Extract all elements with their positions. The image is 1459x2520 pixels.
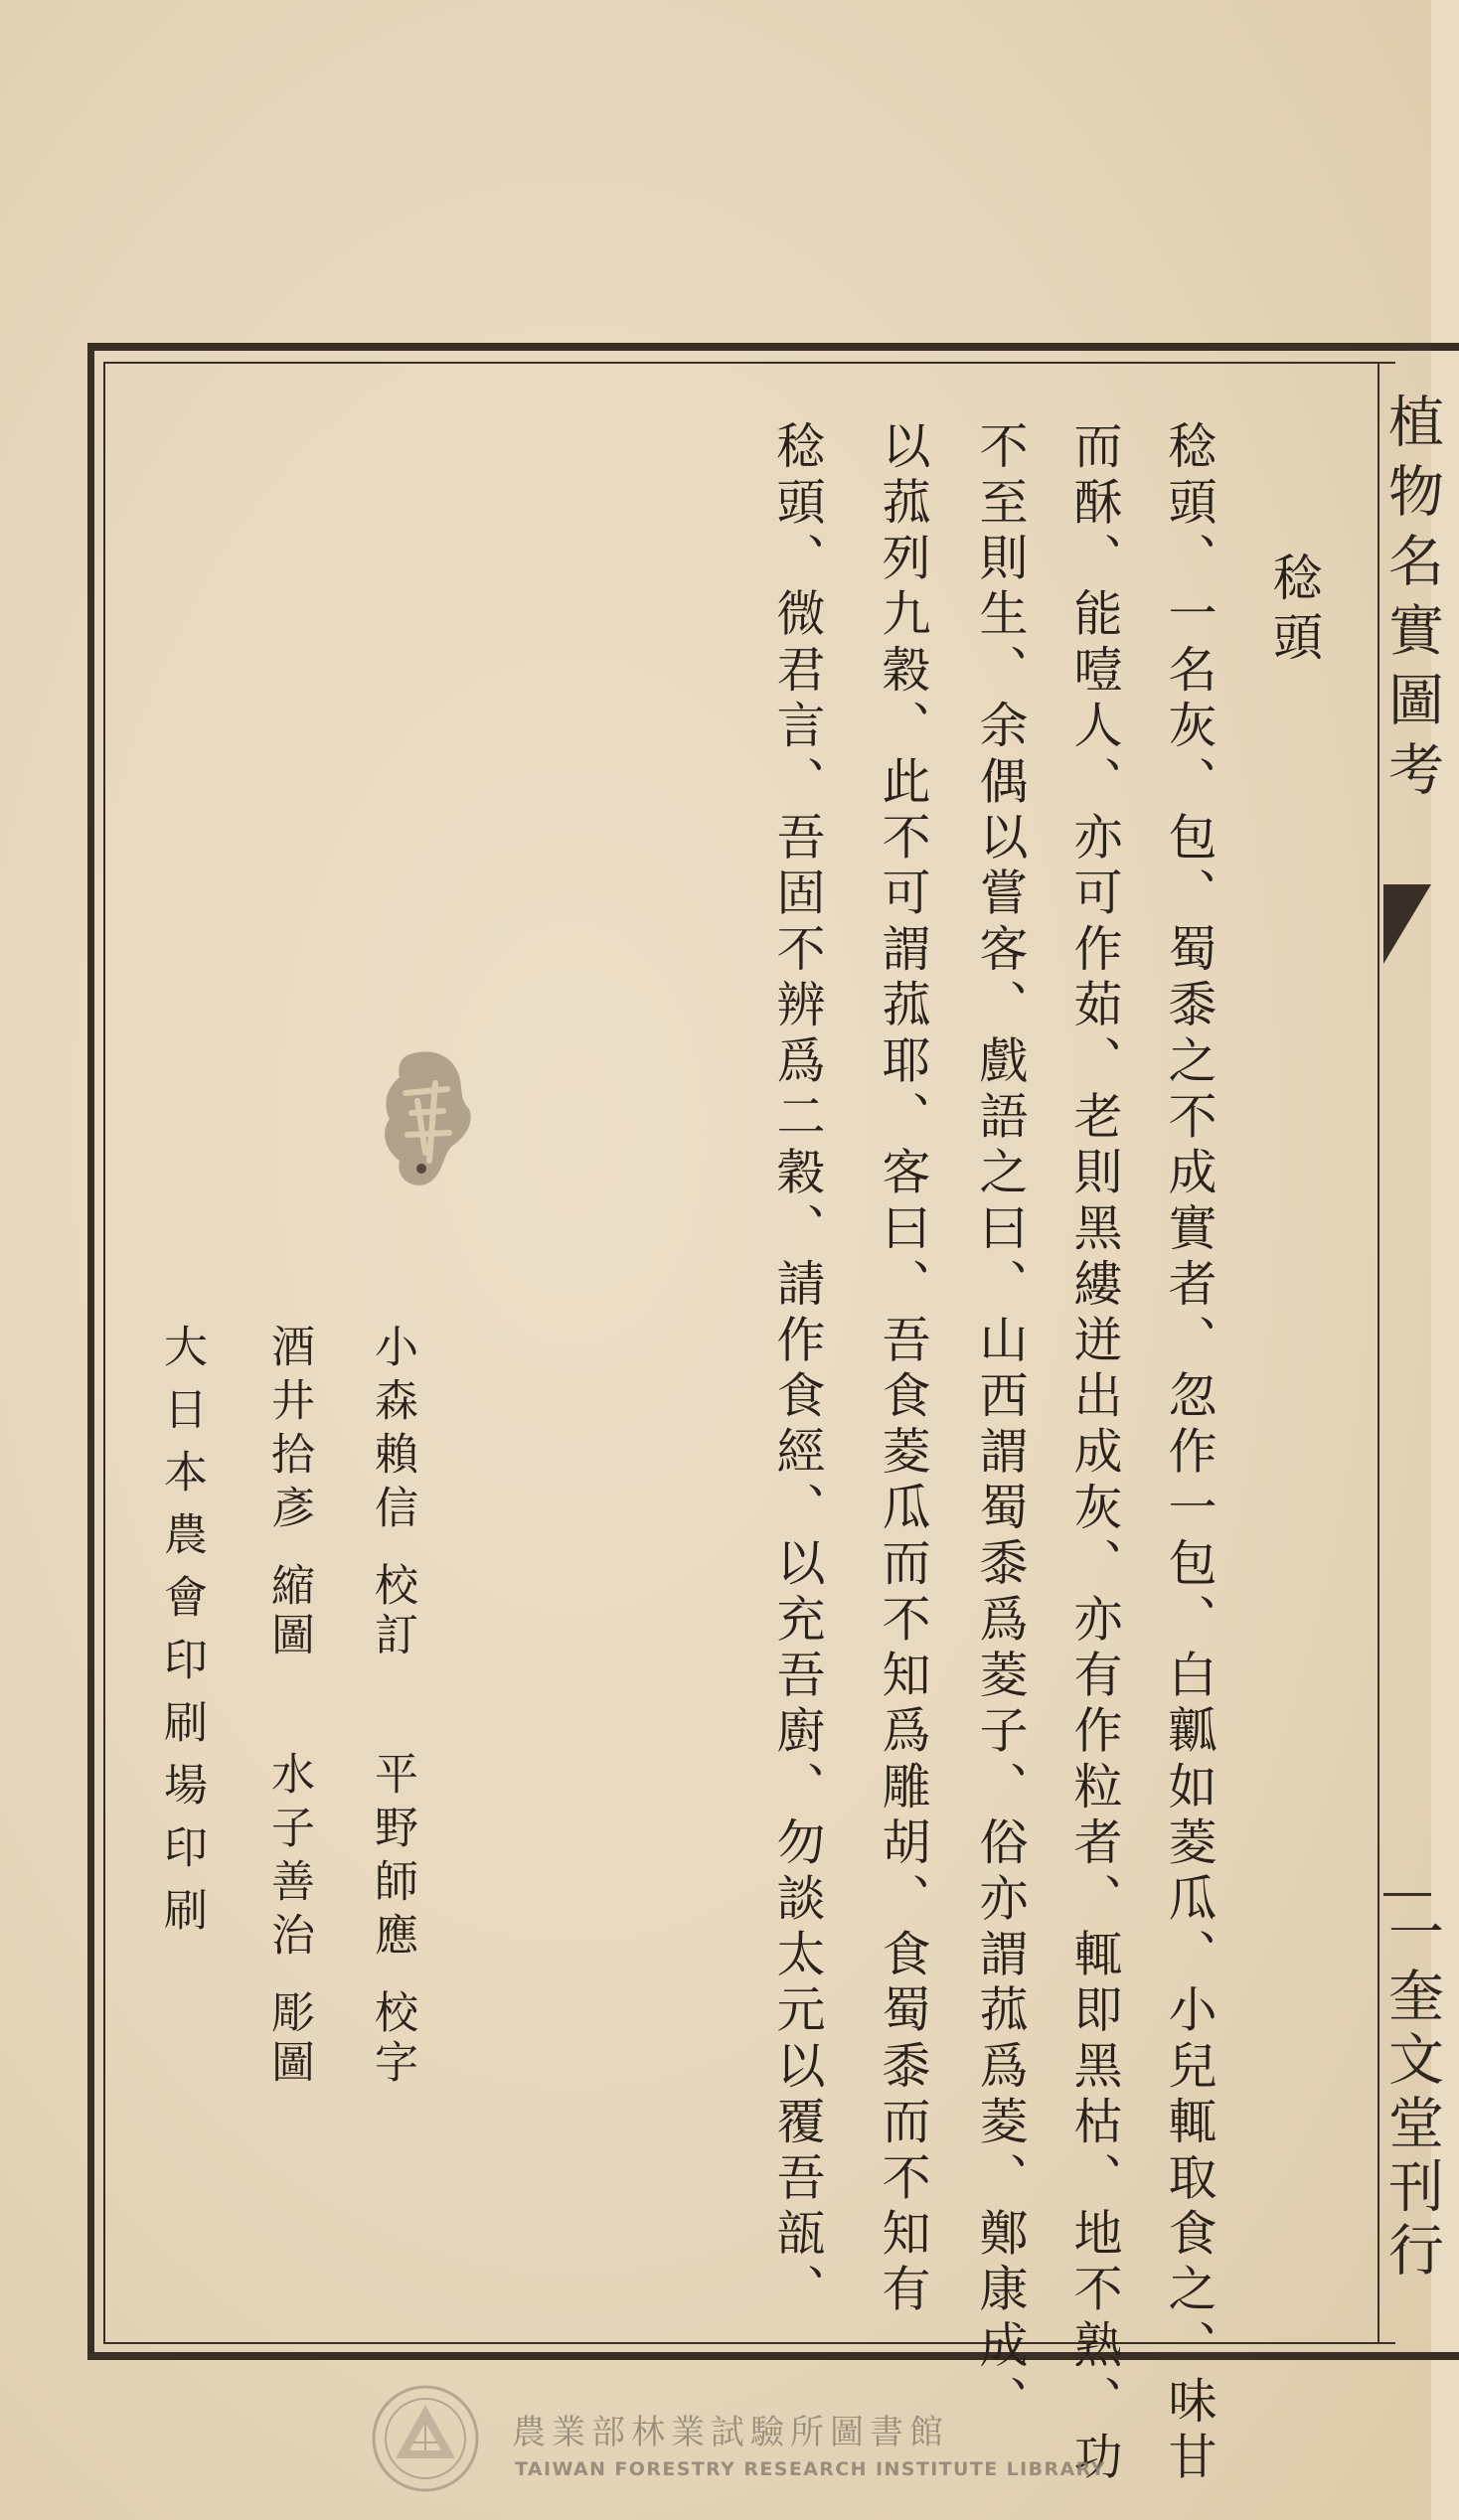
colophon-column-2 <box>263 1324 314 2218</box>
library-logo-icon <box>370 2383 481 2494</box>
colophon-proofreader-role: 校字 <box>367 1989 417 2089</box>
colophon-engraver-role: 彫圖 <box>263 1989 314 2089</box>
text-column-1: 稔頭、一名灰、包、蜀黍之不成實者、忽作一包、白瓤如菱瓜、小兒輒取食之、味甘 <box>1161 420 1217 2487</box>
fishtail-mark <box>1383 884 1431 964</box>
colophon-editor-role: 校訂 <box>367 1562 417 1661</box>
gutter-rule <box>1383 1893 1431 1896</box>
text-column-3: 不至則生、余偶以嘗客、戲語之曰、山西謂蜀黍爲菱子、俗亦謂菰爲菱、鄭康成、 <box>972 420 1029 2432</box>
text-column-2: 而酥、能噎人、亦可作茹、老則黑縷迸出成灰、亦有作粒者、輒即黑枯、地不熟、功 <box>1066 420 1123 2487</box>
text-column-4: 以菰列九穀、此不可謂菰耶、客曰、吾食菱瓜而不知爲雕胡、食蜀黍而不知有 <box>875 420 931 2319</box>
entry-heading: 稔頭 <box>1265 551 1323 671</box>
colophon-proofreader-name: 平野師應 <box>367 1751 417 1966</box>
colophon-editor-name: 小森賴信 <box>367 1324 417 1538</box>
colophon-column-1 <box>367 1324 417 2218</box>
library-name-chinese: 農業部林業試驗所圖書館 <box>512 2413 949 2452</box>
library-seal-stamp <box>378 1043 473 1192</box>
colophon-illustrator-role: 縮圖 <box>263 1562 314 1661</box>
gutter-publisher: 一奎文堂刊行 <box>1379 1903 1444 2284</box>
colophon-engraver-name: 水子善治 <box>263 1751 314 1966</box>
text-column-5: 稔頭、微君言、吾固不辨爲二穀、請作食經、以充吾廚、勿談太元以覆吾瓿、 <box>769 420 826 2319</box>
colophon-illustrator-name: 酒井拾彥 <box>263 1324 314 1538</box>
gutter-book-title: 植物名實圖考 <box>1379 393 1444 810</box>
library-name-english: TAIWAN FORESTRY RESEARCH INSTITUTE LIBRARY <box>515 2458 1106 2480</box>
colophon-printer: 大日本農會印刷場印刷 <box>156 1324 207 1950</box>
